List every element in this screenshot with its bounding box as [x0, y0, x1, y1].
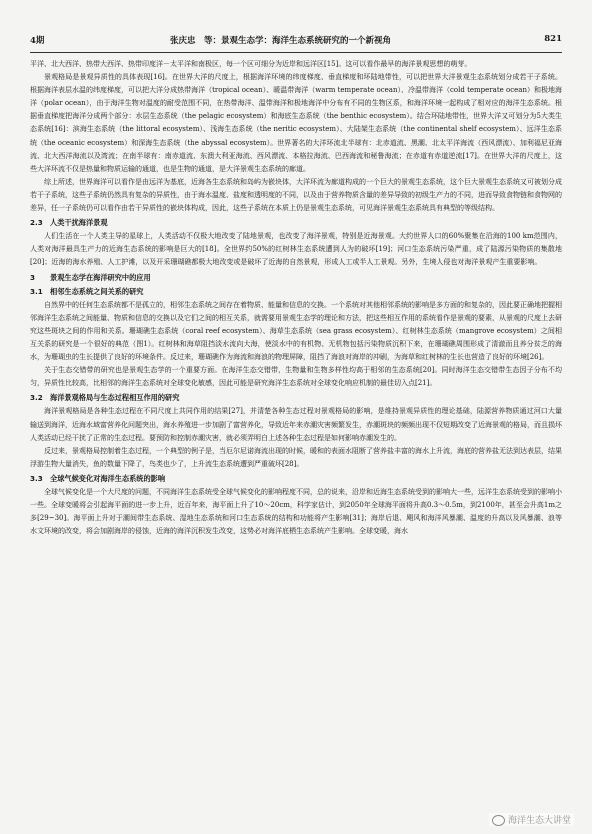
paragraph: 综上所述，世界海洋可以看作是由远洋为基底，近海各生态系统和岛屿为嵌块体，大洋环流为廊道构成的一个巨大的景观生态系统，这个巨大景观生态系统又可被划分成若干子系统，这些子系统仍然具有复杂的异质性，由于海水温度、盐度和透明度的不同，以及由于营养物质含量的差异导致的初级生产力的不同，进而导致食物链和食物网的差异，任一子系统仍可以看作由若干异质性的嵌块体构成，因此，这些子系统在本质上仍是景观生态系统，可见海洋景观生态系统具有典型的等级结构。: [30, 177, 562, 213]
section-title: 人类干扰海洋景观: [50, 218, 108, 228]
section-heading-3-2: [30, 391, 562, 404]
section-heading-3: [30, 271, 562, 284]
paragraph: 关于生态交错带的研究也是景观生态学的一个重要方面。在海洋生态交错带，生物量和生物多样性均高于相邻的生态系统[20]。同时海洋生态交错带生态因子分布不均匀，异质性比较高，比相邻的海洋生态系统对全球变化敏感，因此可能是研究海洋生态系统对全球变化响应机制的最佳切入点[21]。: [30, 366, 562, 388]
page-number: 821: [544, 34, 562, 44]
section-number: 3.3: [30, 473, 43, 483]
article-body: [30, 58, 562, 828]
section-heading-2-3: [30, 216, 562, 229]
running-title: 张庆忠 等：景观生态学：海洋生态系统研究的一个新视角: [170, 36, 392, 46]
paragraph: 反过来，景观格局控制着生态过程，一个典型的例子是，当厄尔尼诺海流出现的时候，暖和的表面水阻断了营养盐丰富的海水上升流，海底的营养盐无法到达表层，结果浮游生物大量消失，鱼的数量下降了，鸟类也少了，上升流生态系统遭到严重破坏[28]。: [30, 446, 562, 468]
paragraph: 平洋、北大西洋、热带大西洋、热带印度洋－太平洋和南极区，每一个区可细分为近岸和远洋区[15]。这可以看作最早的海洋景观思想的萌芽。: [30, 60, 472, 68]
wechat-icon: [492, 815, 505, 826]
section-title: 相邻生态系统之间关系的研究: [50, 286, 144, 296]
paragraph: 海洋景观格局是各种生态过程在不同尺度上共同作用的结果[27]，并清楚各种生态过程对景观格局的影响，是维持景观异质性的理论基础，陆源营养物质通过河口大量输送到海洋，近海水域富营养化问题突出，海水养殖进一步加剧了富营养化，导致近年来赤潮灾害频繁发生，赤潮斑块的频频出现不仅短期改变了近海景观的格局，而且损坏人类活动已经干扰了正常的生态过程。要预防和控制赤潮灾害，就必须弄明白上述各种生态过程是如何影响赤潮发生的。: [30, 407, 562, 442]
section-number: 2.3: [30, 218, 43, 228]
paragraph: 景观格局是景观异质性的具体表现[16]。在世界大洋的尺度上，根据海洋环境的纬度梯度、垂直梯度和环陆地带性，可以把世界大洋景观生态系统划分成若干子系统。根据海洋表层水温的纬度梯度，可以把大洋分成热带海洋（tropical ocean）、暖温带海洋（warm temperate ocean）、冷温带海洋（cold temperate ocean）和极地海洋（polar ocean），由于海洋生物对温度的耐受范围不同，在热带海洋、温带海洋和极地海洋中分布有不同的生物区系，和海洋环境一起构成了相对应的海洋生态系统。根据垂直梯度把海洋分成两个部分：水层生态系统（the pelagic ecosystem）和海底生态系统（the benthic ecosystem）。结合环陆地带性，世界大洋又可划分为5大类生态系统[16]：滨海生态系统（the littoral ecosystem）、浅海生态系统（the neritic ecosystem）、大陆架生态系统（the continental shelf ecosystem）、远洋生态系统（the oceanic ecosystem）和深海生态系统（the abyssal ecosystem）。世界著名的大洋环流北半球有：北赤道流、黑潮、北太平洋海流（西风漂流）、加利福尼亚海流、北大西洋海流以及湾流；在南半球有：南赤道流、东澳大利亚海流、西风漂流、本格拉海流、巴西海流和秘鲁海流；在赤道有赤道逆流[17]。在世界大洋的尺度上，这些大洋环流不仅是热量和物质运输的通道，也是生物的通道，是大洋景观生态系统的廊道。: [30, 73, 562, 173]
section-number: 3.1: [30, 286, 43, 296]
paragraph: 全球气候变化是一个大尺度的问题，不同海洋生态系统受全球气候变化的影响程度不同，总的说来，沿岸和近海生态系统受到的影响大一些，远洋生态系统受到的影响小一些。全球变暖将会引起海平面的进一步上升，近百年来，海平面上升了10～20cm，科学家估计，到2050年全球海平面将升高0.3～0.5m，到2100年，甚至会升高1m之多[29~30]。海平面上升对于潮间带生态系统、湿地生态系统和河口生态系统的结构和功能将产生影响[31]；海岸后退、飓风和海洋风暴潮、温度的升高以及风暴潮、浪等水文环境的改变，将会加剧海岸的侵蚀，近海的海洋沉积发生改变，这势必对海洋底栖生态系统产生影响。全球变暖，海水: [30, 488, 562, 536]
paragraph: 自然界中的任何生态系统都不是孤立的，相邻生态系统之间存在着物质、能量和信息的交换。一个系统对其他相邻系统的影响是多方面的和复杂的，因此要正确地把握相邻海洋生态系统之间能量、物质和信息的交换以及它们之间的相互关系，就需要用景观生态学的理论和方法，把这些相互作用的系统看作是景观的要素，从景观的尺度上去研究这些斑块之间的作用和关系。珊瑚礁生态系统（coral reef ecosystem）、海草生态系统（sea grass ecosystem）、红树林生态系统（mangrove ecosystem）之间相互关系的研究是一个很好的典范（图1）。红树林和海草阻挡淡水流向大海，使淡水中的有机物、无机物包括污染物质沉积下来，在珊瑚礁周围形成了清澈而且养分贫乏的海水，为珊瑚虫的生长提供了良好的环境条件。反过来，珊瑚礁作为海流和海浪的物理屏障，阻挡了海浪对海岸的冲刷，为海草和红树林的生长也营造了良好的环境[26]。: [30, 300, 562, 362]
section-number: 3.2: [30, 393, 43, 403]
section-title: 全球气候变化对海洋生态系统的影响: [50, 473, 166, 483]
header-rule: [30, 52, 562, 53]
watermark: [489, 813, 574, 826]
paragraph: 人们生活在一个人类主导的星球上，人类活动不仅极大地改变了陆地景观，也改变了海洋景观，特别是近海景观。大约世界人口的60%聚集在沿海的100 km范围内，人类对海洋最具生产力的近海生态系统的影响是巨大的[18]。全世界约50%的红树林生态系统遭到人为的破坏[19]；河口生态系统污染严重，成了陆源污染物质的集散地[20]；近海的海水养殖、人工护滩，以及开采珊瑚礁都极大地改变或是破坏了近海的自然景观，形成人工或半人工景观。另外，生境人侵也对海洋景观产生重要影响。: [30, 232, 562, 267]
section-title: 景观生态学在海洋研究中的应用: [50, 272, 151, 282]
issue-number: 4期: [30, 36, 45, 46]
watermark-text: 海洋生态大讲堂: [507, 816, 571, 826]
section-heading-3-3: [30, 472, 562, 485]
running-header: [30, 30, 562, 52]
section-heading-3-1: [30, 285, 562, 298]
section-title: 海洋景观格局与生态过程相互作用的研究: [50, 393, 180, 403]
section-number: 3: [30, 272, 36, 282]
